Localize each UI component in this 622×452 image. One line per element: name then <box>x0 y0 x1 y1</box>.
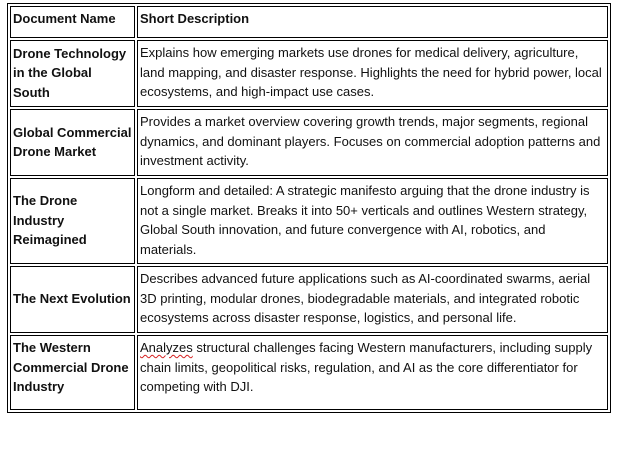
document-name-cell[interactable]: Global Commercial Drone Market <box>10 109 135 176</box>
header-document-name[interactable]: Document Name <box>10 6 135 38</box>
document-name-cell[interactable]: The Next Evolution <box>10 266 135 333</box>
document-name-cell[interactable]: The Western Commercial Drone Industry <box>10 335 135 410</box>
header-short-description[interactable]: Short Description <box>137 6 608 38</box>
document-name-cell[interactable]: The Drone Industry Reimagined <box>10 178 135 264</box>
table-header-row <box>10 6 608 38</box>
description-cell[interactable] <box>137 335 608 410</box>
table-row <box>10 266 608 333</box>
description-text: structural challenges facing Western manufacturers, including supply chain limits, geopolitical risks, regulation, and AI as the core differentiator for competing with DJI. <box>140 340 593 394</box>
spellcheck-flagged-word: Analyzes <box>140 340 193 355</box>
table-row <box>10 178 608 264</box>
description-cell[interactable]: Describes advanced future applications such as AI-coordinated swarms, aerial 3D printing, modular drones, biodegradable materials, and integrated robotic ecosystems across disaster response, logistics, and personal life. <box>137 266 608 333</box>
description-cell[interactable]: Provides a market overview covering growth trends, major segments, regional dynamics, and dominant players. Focuses on commercial adoption patterns and investment activity. <box>137 109 608 176</box>
document-name-cell[interactable]: Drone Technology in the Global South <box>10 40 135 107</box>
description-cell[interactable]: Longform and detailed: A strategic manifesto arguing that the drone industry is not a single market. Breaks it into 50+ verticals and outlines Western strategy, Global South innovation, and future convergence with AI, robotics, and materials. <box>137 178 608 264</box>
table-row <box>10 109 608 176</box>
table-row <box>10 335 608 410</box>
document-table <box>7 3 611 413</box>
description-cell[interactable]: Explains how emerging markets use drones for medical delivery, agriculture, land mapping, and disaster response. Highlights the need for hybrid power, local ecosystems, and high-impact use cases. <box>137 40 608 107</box>
table-row <box>10 40 608 107</box>
